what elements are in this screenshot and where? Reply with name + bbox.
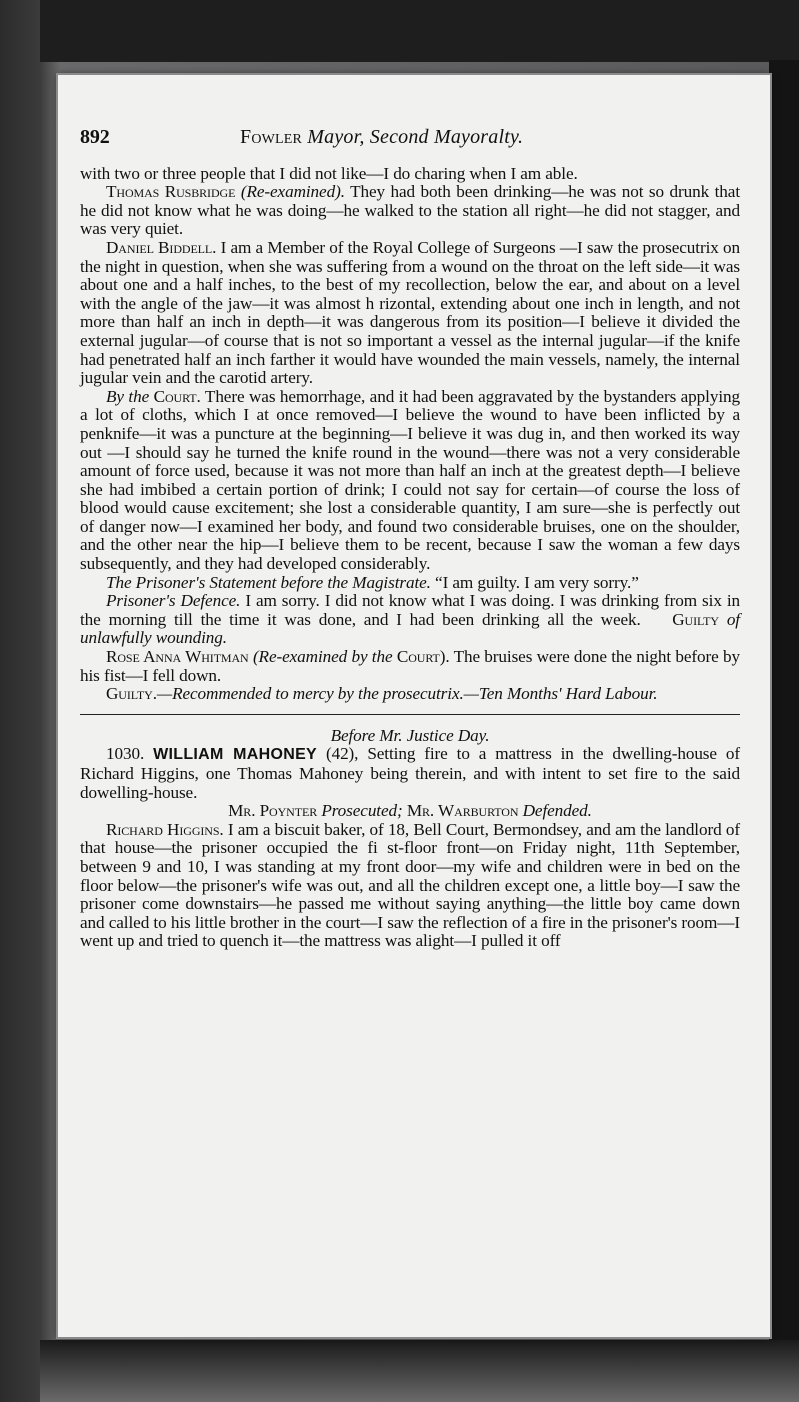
- verdict: Guilty.: [106, 684, 157, 704]
- paragraph-text: The bruises were done the night before by his fist—I fell down.: [80, 647, 740, 685]
- paragraph-text: I am a Member of the Royal College of Surgeons —I saw the prosecutrix on the night in question, when she was suffering from a wound on the throat on the left side—it was about one and a half inches, to the best of my recollection, below the ear, and about on a level with the angle of the jaw—it was almost h rizontal, extending about one inch in length, and not more than half an inch in depth—it was dangerous from its position—I believe it divided the external jugular—of course that is not so important a vessel as the internal jugular—if the knife had penetrated half an inch farther it would have wounded the main vessels, namely, the internal jugular vein and the carotid artery.: [80, 237, 740, 388]
- witness-name: Rose Anna Whitman: [106, 647, 249, 667]
- case-heading: [80, 745, 740, 802]
- case-number: 1030.: [106, 744, 145, 764]
- paragraph-text: with two or three people that I did not like—I do charing when I am able.: [80, 163, 578, 183]
- defence-heading: Prisoner's Defence.: [106, 591, 241, 611]
- testimony-paragraph: [80, 821, 740, 951]
- defence-paragraph: [80, 592, 740, 648]
- by-the-label: By the: [106, 386, 150, 406]
- witness-name: Daniel Biddell.: [106, 237, 217, 257]
- note-close: ).: [439, 647, 450, 667]
- paragraph-text: They had both been drinking—he was not so drunk that he did not know what he was doing—he walked to the station all right—he did not stagger, and was very quiet.: [80, 182, 740, 239]
- testimony-paragraph: [80, 183, 740, 239]
- court-label: Court: [396, 647, 440, 667]
- testimony-paragraph: [80, 648, 740, 685]
- witness-name: Richard Higgins.: [106, 819, 224, 839]
- case-divider: [80, 714, 740, 715]
- judge-line: [80, 727, 740, 746]
- sentence-text: —Recommended to mercy by the prosecutrix.—Ten Months' Hard Labour.: [156, 684, 658, 704]
- page-header: [80, 128, 740, 147]
- running-head: [240, 128, 523, 147]
- court-label: Court.: [153, 386, 201, 406]
- paragraph-text: I am a biscuit baker, of 18, Bell Court, Bermondsey, and am the landlord of that house—the prisoner occupied the fi st-floor front—on Friday night, 11th September, between 9 and 10, I was standing at my front door—my wife and children were in bed on the floor below—the prisoner's wife was out, and all the children except one, a little boy—I saw the prisoner come downstairs—he passed me without saying anything—the little boy came down and called to his little brother in the court—I saw the reflection of a fire in the prisoner's room—I went up and tried to quench it—the mattress was alight—I pulled it off: [80, 819, 740, 951]
- witness-name: Thomas Rusbridge: [106, 182, 236, 202]
- running-head-name: Fowler: [240, 126, 303, 148]
- paragraph-text: “I am guilty. I am very sorry.”: [430, 572, 639, 592]
- testimony-paragraph: [80, 239, 740, 388]
- defence-counsel: Mr. Warburton: [406, 801, 519, 821]
- verdict-detail: of unlawfully wounding.: [80, 609, 740, 648]
- paragraph: [80, 165, 740, 184]
- scan-border-right: [769, 60, 799, 1350]
- running-head-rest: Mayor, Second Mayoralty.: [307, 126, 524, 148]
- witness-note: (Re-examined).: [240, 182, 345, 202]
- page-text: [80, 128, 740, 951]
- scan-border-bottom: [40, 1340, 799, 1402]
- scan-border-top: [40, 0, 799, 62]
- prosecution-label: Prosecuted;: [321, 801, 403, 821]
- verdict: Guilty: [672, 609, 719, 629]
- judge-name: Before Mr. Justice Day.: [330, 725, 490, 745]
- paragraph-text: There was hemorrhage, and it had been aggravated by the bystanders applying a lot of cloths, which I at once removed—I believe the wound to have been inflicted by a penknife—it was a puncture at the beginning—I believe it was dug in, and then worked its way out —I should say he turned the knife round in the wound—there was not a very considerable amount of force used, because it was not more than half an inch at the greatest depth—I believe she had imbibed a certain portion of drink; I could not say for certain—of course the loss of blood would cause excitement; she lost a considerable quantity, I am sure—she is perfectly out of danger now—I examined her body, and found two considerable bruises, one on the shoulder, and the other near the hip—I believe them to be recent, because I saw the woman a few days subsequently, and they had developed considerably.: [80, 386, 740, 574]
- statement-paragraph: [80, 574, 740, 593]
- prosecution-counsel: Mr. Poynter: [228, 801, 318, 821]
- charge-text: (42), Setting fire to a mattress in the dwelling-house of Richard Higgins, one Thomas Mahoney being therein, and with intent to set fire to the said dowelling-house.: [80, 744, 740, 802]
- statement-heading: The Prisoner's Statement before the Magistrate.: [106, 572, 431, 592]
- defence-label: Defended.: [522, 801, 592, 821]
- page-number: 892: [80, 126, 110, 148]
- counsel-line: [80, 802, 740, 821]
- sentence-paragraph: [80, 685, 740, 704]
- witness-note: (Re-examined by the: [252, 647, 393, 667]
- court-question-paragraph: [80, 388, 740, 574]
- defendant-name: WILLIAM MAHONEY: [153, 746, 318, 764]
- paragraph-text: I am sorry. I did not know what I was doing. I was drinking from six in the morning till the time it was done, and I had been drinking all the week.: [80, 591, 741, 629]
